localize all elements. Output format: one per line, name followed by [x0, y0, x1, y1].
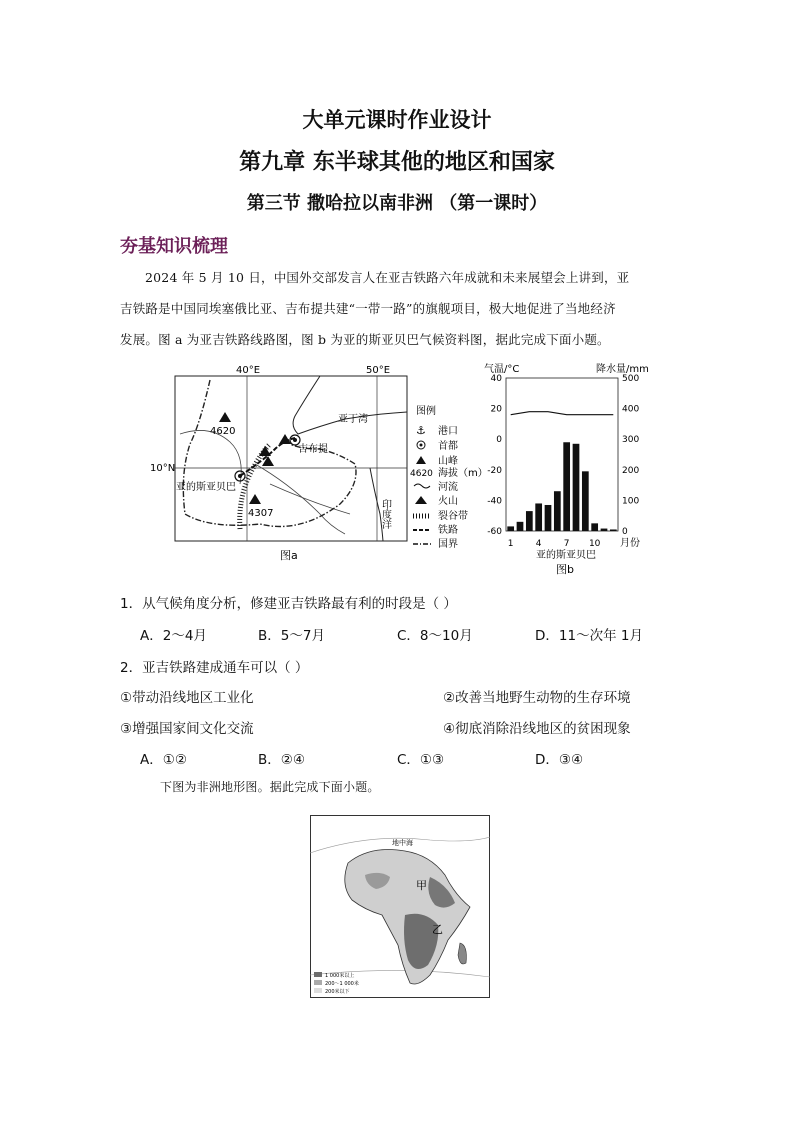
y-left-tick: 0 [496, 435, 502, 446]
peak-4620-label: 4620 [210, 426, 236, 437]
document-title: 大单元课时作业设计 [302, 108, 492, 132]
legend-river-icon [414, 484, 430, 488]
temperature-line [511, 412, 614, 415]
precipitation-bar [507, 526, 514, 531]
precipitation-bar [535, 503, 542, 531]
legend-volcano: 火山 [438, 496, 458, 507]
y-left-tick: -20 [487, 465, 502, 476]
q2-stem: 2．亚吉铁路建成通车可以（ ） [120, 660, 309, 676]
intro-line-3: 发展。图 a 为亚吉铁路线路图，图 b 为亚的斯亚贝巴气候资料图，据此完成下面小题。 [120, 332, 610, 347]
legend-elevation: 海拔（m） [438, 468, 488, 479]
q2-option-d[interactable]: D．③④ [535, 752, 584, 768]
label-yi: 乙 [432, 923, 443, 936]
intro2: 下图为非洲地形图。据此完成下面小题。 [160, 780, 380, 794]
map-a-caption: 图a [280, 549, 298, 562]
x-tick: 10 [588, 539, 601, 549]
legend-elev-sample: 4620 [410, 469, 433, 479]
legend-mid: 200～1 000米 [325, 981, 359, 987]
y-right-label: 降水量/mm [596, 364, 649, 375]
chapter-title: 第九章 东半球其他的地区和国家 [239, 150, 555, 175]
lon-label-40: 40°E [236, 365, 261, 376]
y-left-label: 气温/°C [484, 364, 520, 375]
q2-option-b[interactable]: B．②④ [258, 752, 305, 768]
q2-statement-3: ③增强国家间文化交流 [120, 721, 254, 737]
svg-text:⚓: ⚓ [416, 424, 426, 437]
y-left-tick: -60 [487, 527, 502, 537]
x-unit: 月份 [620, 538, 640, 549]
y-right-tick: 200 [622, 465, 640, 476]
legend-low: 200米以下 [325, 989, 350, 995]
gulf-label: 亚丁湾 [338, 414, 368, 425]
q1-stem: 1．从气候角度分析，修建亚吉铁路最有利的时段是（ ） [120, 596, 457, 612]
legend-peak-icon [416, 456, 426, 464]
x-tick: 1 [507, 539, 514, 549]
legend-river: 河流 [438, 482, 458, 493]
djibouti-label: 吉布提 [298, 444, 328, 455]
y-right-tick: 0 [622, 527, 628, 537]
y-left-tick: 20 [490, 404, 502, 415]
legend-volcano-icon [415, 496, 427, 504]
y-left-tick: -40 [487, 496, 502, 507]
y-right-tick: 400 [622, 404, 640, 415]
q2-statement-1: ①带动沿线地区工业化 [120, 690, 254, 706]
chart-caption: 图b [556, 563, 574, 576]
x-label: 亚的斯亚贝巴 [536, 550, 596, 561]
legend-capital: 首都 [438, 441, 458, 452]
q1-option-a[interactable]: A．2～4月 [140, 628, 207, 644]
label-jia: 甲 [416, 879, 427, 892]
legend-rift: 裂谷带 [438, 511, 468, 522]
y-right-tick: 300 [622, 435, 640, 446]
legend-peak: 山峰 [438, 456, 458, 467]
legend-capital-icon [417, 441, 425, 449]
ocean-label: 印度洋 [379, 499, 391, 529]
mediterranean-label: 地中海 [392, 839, 413, 847]
q1-option-c[interactable]: C．8～10月 [397, 628, 473, 644]
precipitation-bar [601, 529, 608, 531]
q2-statement-2: ②改善当地野生动物的生存环境 [443, 690, 631, 706]
precipitation-bar [545, 505, 552, 531]
precipitation-bar [573, 444, 580, 531]
q2-statement-4: ④彻底消除沿线地区的贫困现象 [443, 721, 631, 737]
railway-map [150, 364, 488, 566]
y-left-tick: 40 [490, 374, 502, 384]
climate-chart [476, 362, 662, 580]
section-heading: 夯基知识梳理 [120, 236, 228, 257]
peak-4307-label: 4307 [248, 508, 274, 519]
section-title: 第三节 撒哈拉以南非洲 （第一课时） [246, 193, 548, 214]
x-tick: 4 [535, 539, 542, 549]
precipitation-bar [554, 491, 561, 531]
legend-port: 港口 [438, 426, 458, 437]
legend-anchor-icon [416, 424, 426, 437]
precipitation-bar [610, 529, 617, 531]
q1-option-d[interactable]: D．11～次年 1月 [535, 628, 643, 644]
precipitation-bar [517, 522, 524, 531]
lat-label: 10°N [150, 463, 176, 474]
precipitation-bar [563, 442, 570, 531]
addis-label: 亚的斯亚贝巴 [176, 482, 236, 493]
legend-railway: 铁路 [438, 525, 458, 536]
lon-label-50: 50°E [366, 365, 391, 376]
precipitation-bar [582, 471, 589, 531]
intro-line-1: 2024 年 5 月 10 日，中国外交部发言人在亚吉铁路六年成就和未来展望会上讲到，亚 [145, 270, 630, 285]
legend-title: 图例 [416, 406, 436, 417]
africa-terrain-map [310, 815, 490, 998]
y-right-tick: 100 [622, 496, 640, 507]
intro-line-2: 吉铁路是中国同埃塞俄比亚、吉布提共建“一带一路”的旗舰项目，极大地促进了当地经济 [120, 301, 616, 316]
q2-option-c[interactable]: C．①③ [397, 752, 445, 768]
q1-option-b[interactable]: B．5～7月 [258, 628, 325, 644]
precipitation-bar [526, 511, 533, 531]
q2-option-a[interactable]: A．①② [140, 752, 187, 768]
precipitation-bar [591, 523, 598, 531]
x-tick: 7 [563, 539, 570, 549]
y-right-tick: 500 [622, 374, 640, 384]
legend-border: 国界 [438, 539, 458, 550]
legend-high: 1 000米以上 [325, 973, 355, 979]
